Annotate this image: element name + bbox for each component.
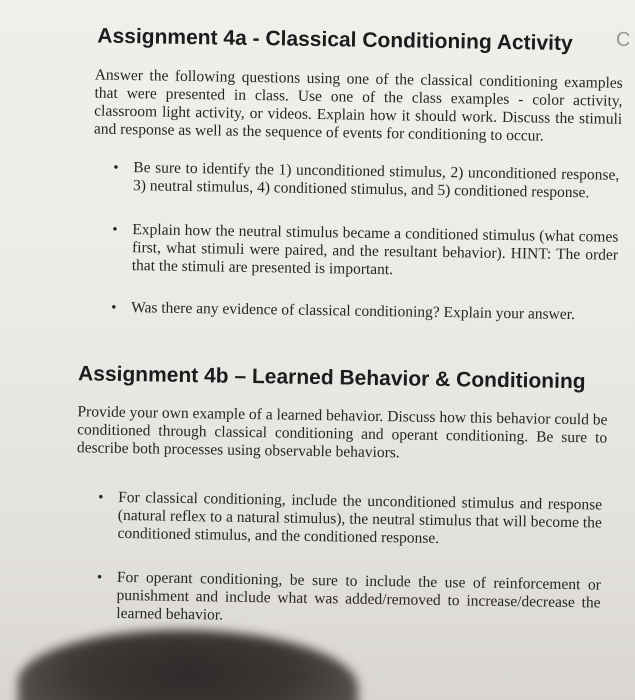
list-item <box>113 159 620 203</box>
bullet-text: Was there any evidence of classical conditioning? Explain your answer. <box>131 299 576 324</box>
bullet-icon: • <box>113 159 119 176</box>
bullet-text: For operant conditioning, be sure to include the use of reinforcement or punishment and include what was added/removed to increase/decrease the learned behavior. <box>116 568 601 624</box>
assignment-4a-title: Assignment 4a - Classical Conditioning Activity <box>97 24 573 56</box>
list-item <box>98 488 603 551</box>
assignment-4a-intro: Answer the following questions using one of the classical conditioning examples that were presented in class. Use one of the class examples - color activity, classroom light activity, or videos. Explain how it should work. Discuss the stimuli and response as well as the sequence of events for conditioning to occur. <box>93 66 623 145</box>
bullet-text: Explain how the neutral stimulus became a conditioned stimulus (what comes first, what stimuli were paired, and the resultant behavior). HINT: The order that the stimuli are presented is important. <box>131 221 619 279</box>
list-item <box>112 221 619 283</box>
list-item <box>96 568 601 631</box>
cut-off-letter: C <box>615 28 631 51</box>
assignment-4b-title: Assignment 4b – Learned Behavior & Conditioning <box>77 362 586 394</box>
bullet-icon: • <box>112 221 118 238</box>
assignment-4b-intro: Provide your own example of a learned behavior. Discuss how this behavior could be conditioned through classical conditioning and operant conditioning. Be sure to describe both processes using observable behaviors. <box>76 403 608 462</box>
assignment-4a-bullets <box>111 159 620 351</box>
list-item <box>111 299 617 325</box>
bullet-icon: • <box>111 299 117 316</box>
bullet-icon: • <box>96 569 103 586</box>
bullet-text: For classical conditioning, include the unconditioned stimulus and response (natural reflex to a natural stimulus), the neutral stimulus that will become the conditioned stimulus, and the conditioned response. <box>117 488 603 547</box>
bullet-icon: • <box>98 489 104 506</box>
bullet-text: Be sure to identify the 1) unconditioned stimulus, 2) unconditioned response, 3) neutral stimulus, 4) conditioned stimulus, and 5) conditioned response. <box>132 159 620 202</box>
